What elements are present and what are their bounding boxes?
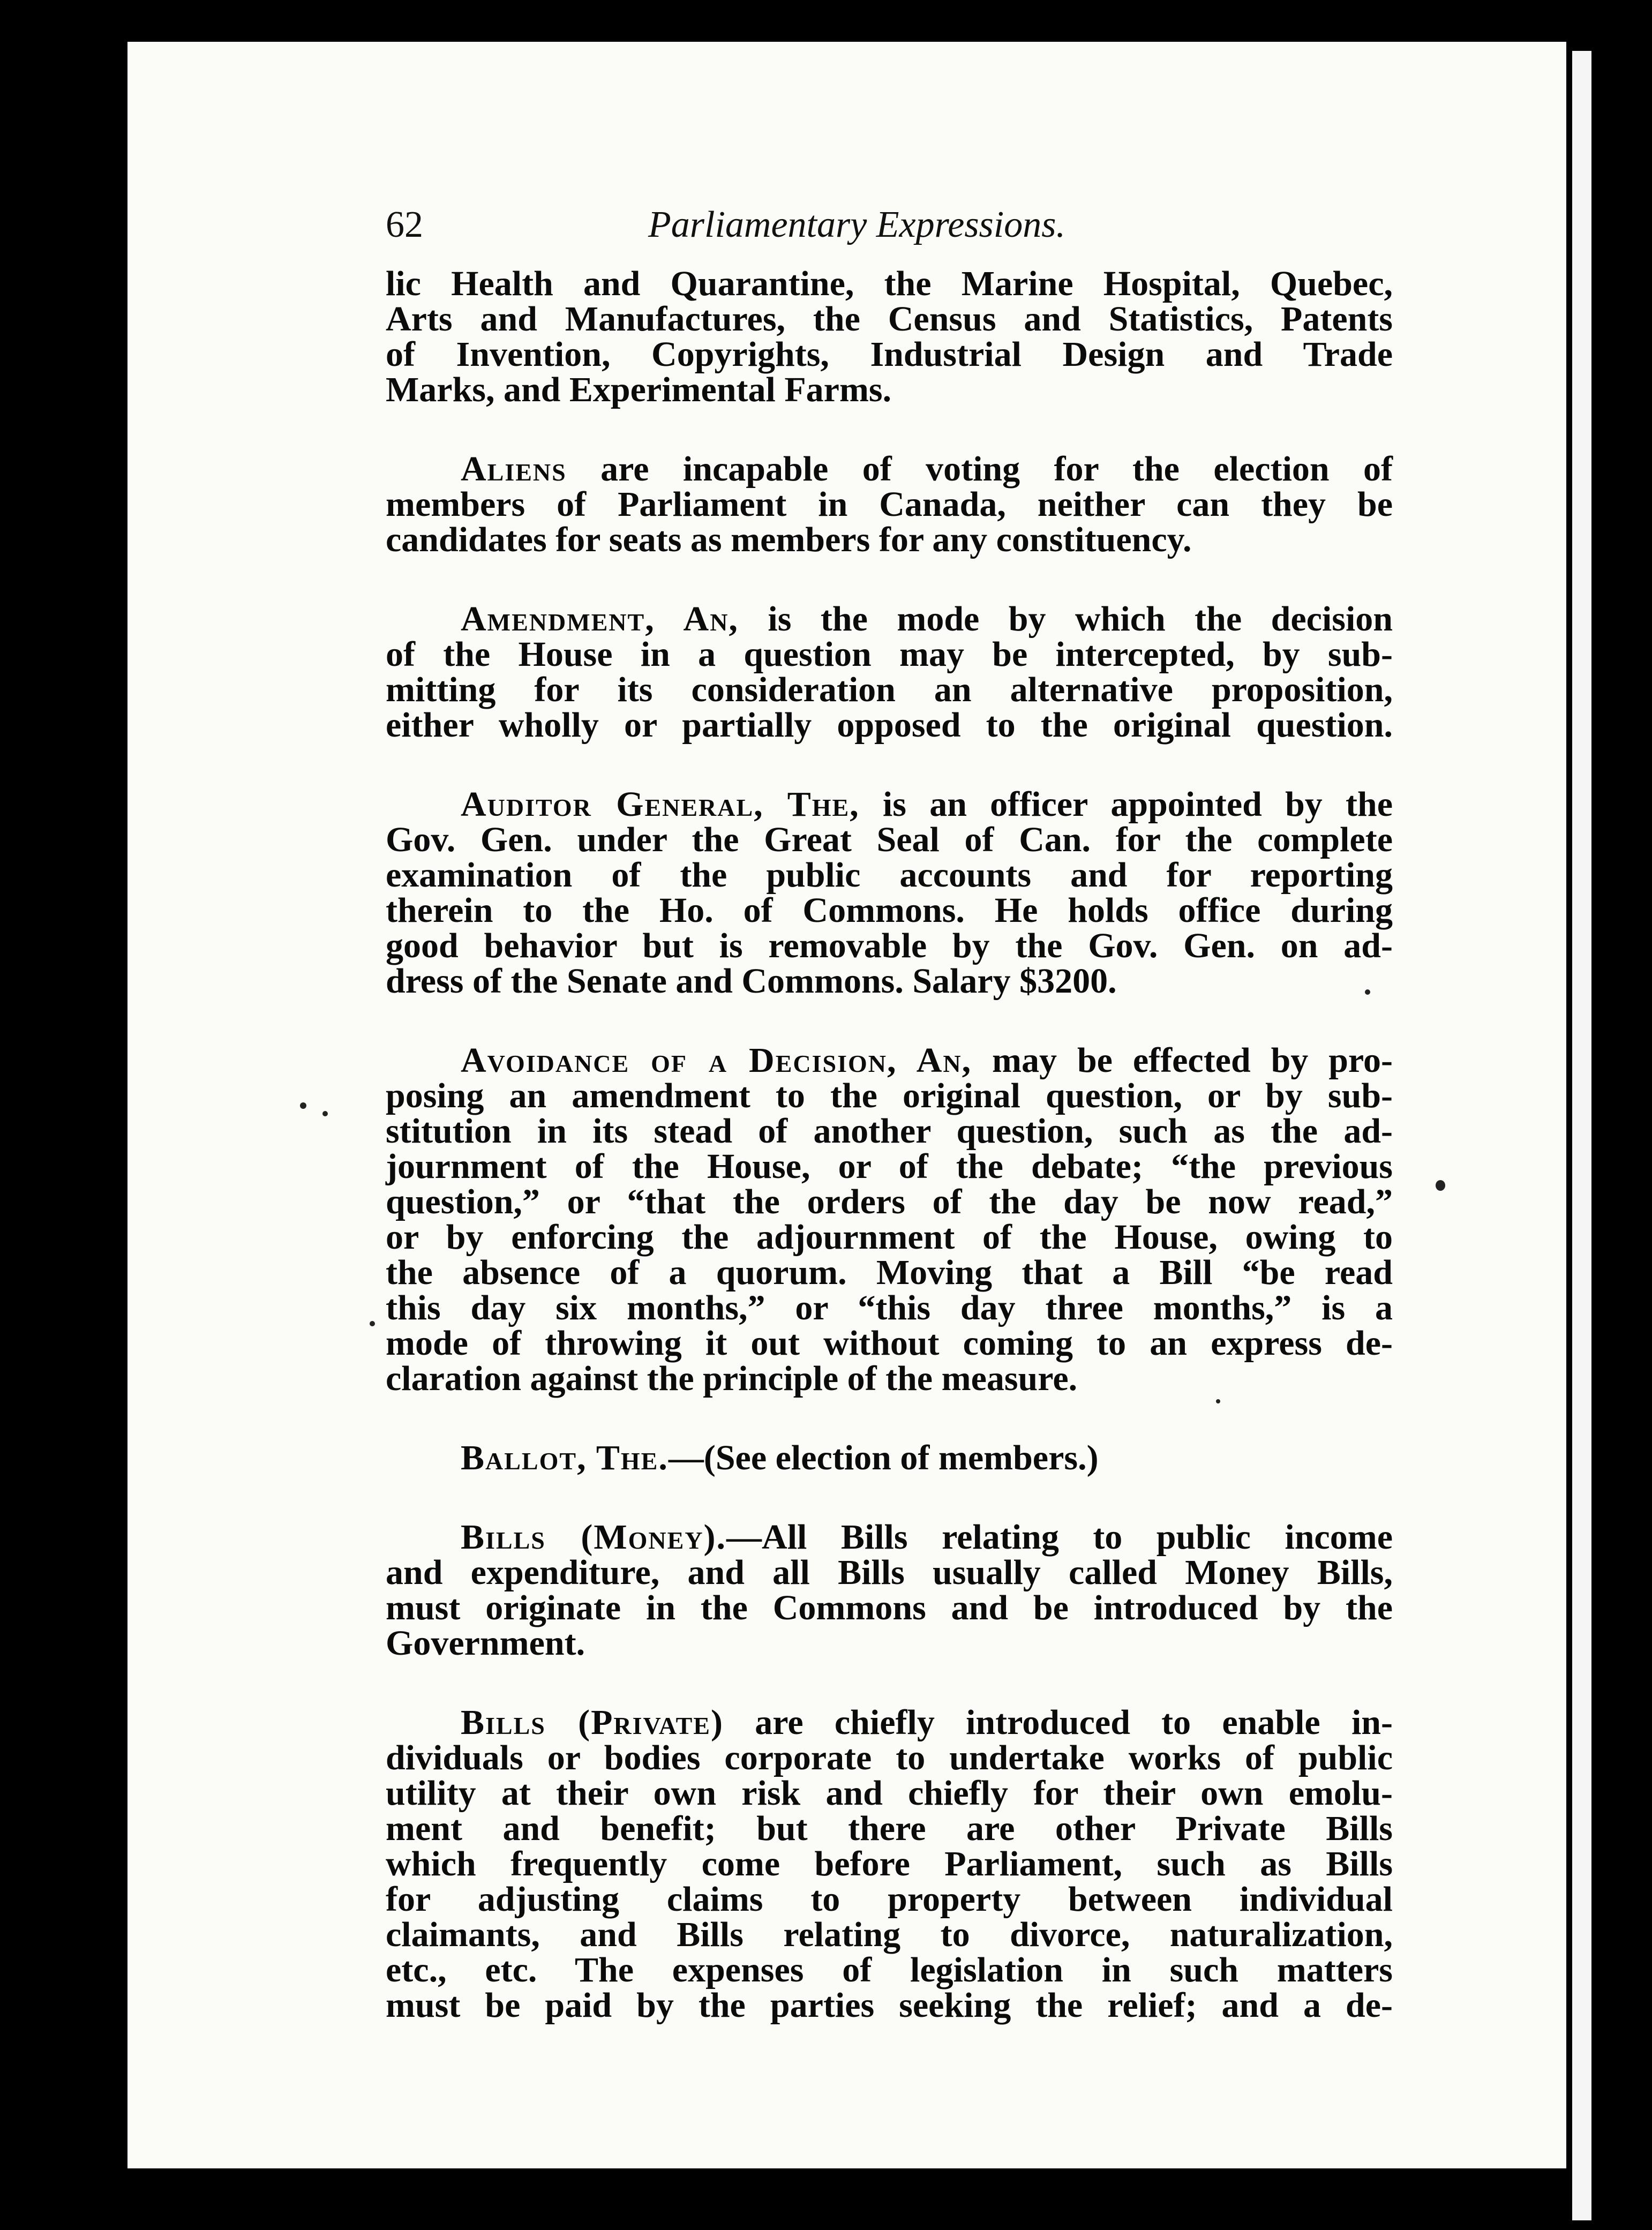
text-line: mitting for its consideration an alternative proposition, <box>386 670 1393 709</box>
text-line: either wholly or partially opposed to the original question. <box>386 705 1393 745</box>
entry-text: is an officer appointed by the <box>859 785 1393 824</box>
entry-term: Bills (Private) <box>461 1703 724 1742</box>
text-line: of the House in a question may be intercepted, by sub- <box>386 635 1393 674</box>
entry-term: Ballot, The. <box>461 1438 669 1477</box>
text-line: etc., etc. The expenses of legislation in such matters <box>386 1950 1393 1989</box>
scan-speck <box>370 1321 375 1326</box>
text-line: members of Parliament in Canada, neither can they be <box>386 485 1393 524</box>
entry-text: is the mode by which the decision <box>738 599 1393 639</box>
text-line <box>386 1520 1393 1555</box>
text-line: the absence of a quorum. Moving that a Bill “be read <box>386 1253 1393 1292</box>
text-line: must be paid by the parties seeking the relief; and a de- <box>386 1986 1393 2025</box>
text-line: therein to the Ho. of Commons. He holds office during <box>386 891 1393 930</box>
entry-text: —(See election of members.) <box>668 1438 1099 1477</box>
text-line: or by enforcing the adjournment of the House, owing to <box>386 1218 1393 1257</box>
scan-speck <box>1436 1180 1445 1191</box>
text-line: posing an amendment to the original question, or by sub- <box>386 1076 1393 1115</box>
text-line: of Invention, Copyrights, Industrial Design and Trade <box>386 335 1393 374</box>
text-line: Gov. Gen. under the Great Seal of Can. for the complete <box>386 820 1393 859</box>
entry-text: are incapable of voting for the election of <box>566 449 1393 489</box>
page-spine-edge <box>1572 51 1591 2220</box>
text-line: ment and benefit; but there are other Private Bills <box>386 1809 1393 1848</box>
text-line: good behavior but is removable by the Gov. Gen. on ad- <box>386 926 1393 965</box>
paragraph-auditor-general <box>386 787 1393 999</box>
scan-speck <box>322 1111 328 1116</box>
text-line: Government. <box>386 1624 585 1663</box>
text-line: journment of the House, or of the debate; “the previous <box>386 1147 1393 1186</box>
entry-term: Bills (Money). <box>461 1518 727 1557</box>
text-line <box>386 1043 1393 1078</box>
running-title: Parliamentary Expressions. <box>648 204 1065 245</box>
text-line <box>386 599 1393 639</box>
text-line: this day six months,” or “this day three months,” is a <box>386 1288 1393 1327</box>
paragraph-aliens <box>386 449 1393 559</box>
text-line <box>386 787 1393 822</box>
text-line: examination of the public accounts and for reporting <box>386 855 1393 895</box>
text-line: dividuals or bodies corporate to undertake works of public <box>386 1738 1393 1777</box>
text-line: lic Health and Quarantine, the Marine Hospital, Quebec, <box>386 264 1393 303</box>
text-line: utility at their own risk and chiefly for their own emolu- <box>386 1774 1393 1813</box>
entry-term: Avoidance of a Decision, An, <box>461 1041 972 1080</box>
entry-term: Aliens <box>461 449 567 489</box>
text-line <box>386 1705 1393 1740</box>
entry-text: —All Bills relating to public income <box>726 1518 1393 1557</box>
text-line: claimants, and Bills relating to divorce, naturalization, <box>386 1915 1393 1954</box>
text-line: for adjusting claims to property between individual <box>386 1880 1393 1919</box>
text-line: and expenditure, and all Bills usually called Money Bills, <box>386 1553 1393 1592</box>
page-header <box>386 204 1393 252</box>
text-line: which frequently come before Parliament, such as Bills <box>386 1844 1393 1883</box>
text-line: mode of throwing it out without coming to an express de- <box>386 1324 1393 1363</box>
text-line: Arts and Manufactures, the Census and Statistics, Patents <box>386 299 1393 339</box>
paragraph-avoidance-of-a-decision <box>386 1043 1393 1396</box>
paragraph-bills-private <box>386 1705 1393 2023</box>
text-line <box>386 449 1393 489</box>
scan-speck <box>300 1102 306 1109</box>
text-line: dress of the Senate and Commons. Salary $3200. <box>386 962 1117 1001</box>
entry-term: Amendment, An, <box>461 599 739 639</box>
page-body <box>386 266 1393 2067</box>
paragraph-amendment <box>386 599 1393 745</box>
paragraph-public-health-continuation <box>386 266 1393 408</box>
page-number: 62 <box>386 204 423 245</box>
text-line: question,” or “that the orders of the day be now read,” <box>386 1182 1393 1221</box>
paragraph-bills-money <box>386 1520 1393 1661</box>
entry-text: may be effected by pro- <box>972 1041 1393 1080</box>
text-line: claration against the principle of the measure. <box>386 1359 1078 1398</box>
entry-term: Auditor General, The, <box>461 785 860 824</box>
entry-text: are chiefly introduced to enable in- <box>723 1703 1393 1742</box>
text-line: must originate in the Commons and be introduced by the <box>386 1588 1393 1627</box>
paragraph-ballot <box>386 1440 1393 1476</box>
text-line <box>386 1440 1393 1476</box>
text-line: candidates for seats as members for any constituency. <box>386 520 1192 559</box>
text-line: Marks, and Experimental Farms. <box>386 370 892 409</box>
text-line: stitution in its stead of another question, such as the ad- <box>386 1112 1393 1151</box>
